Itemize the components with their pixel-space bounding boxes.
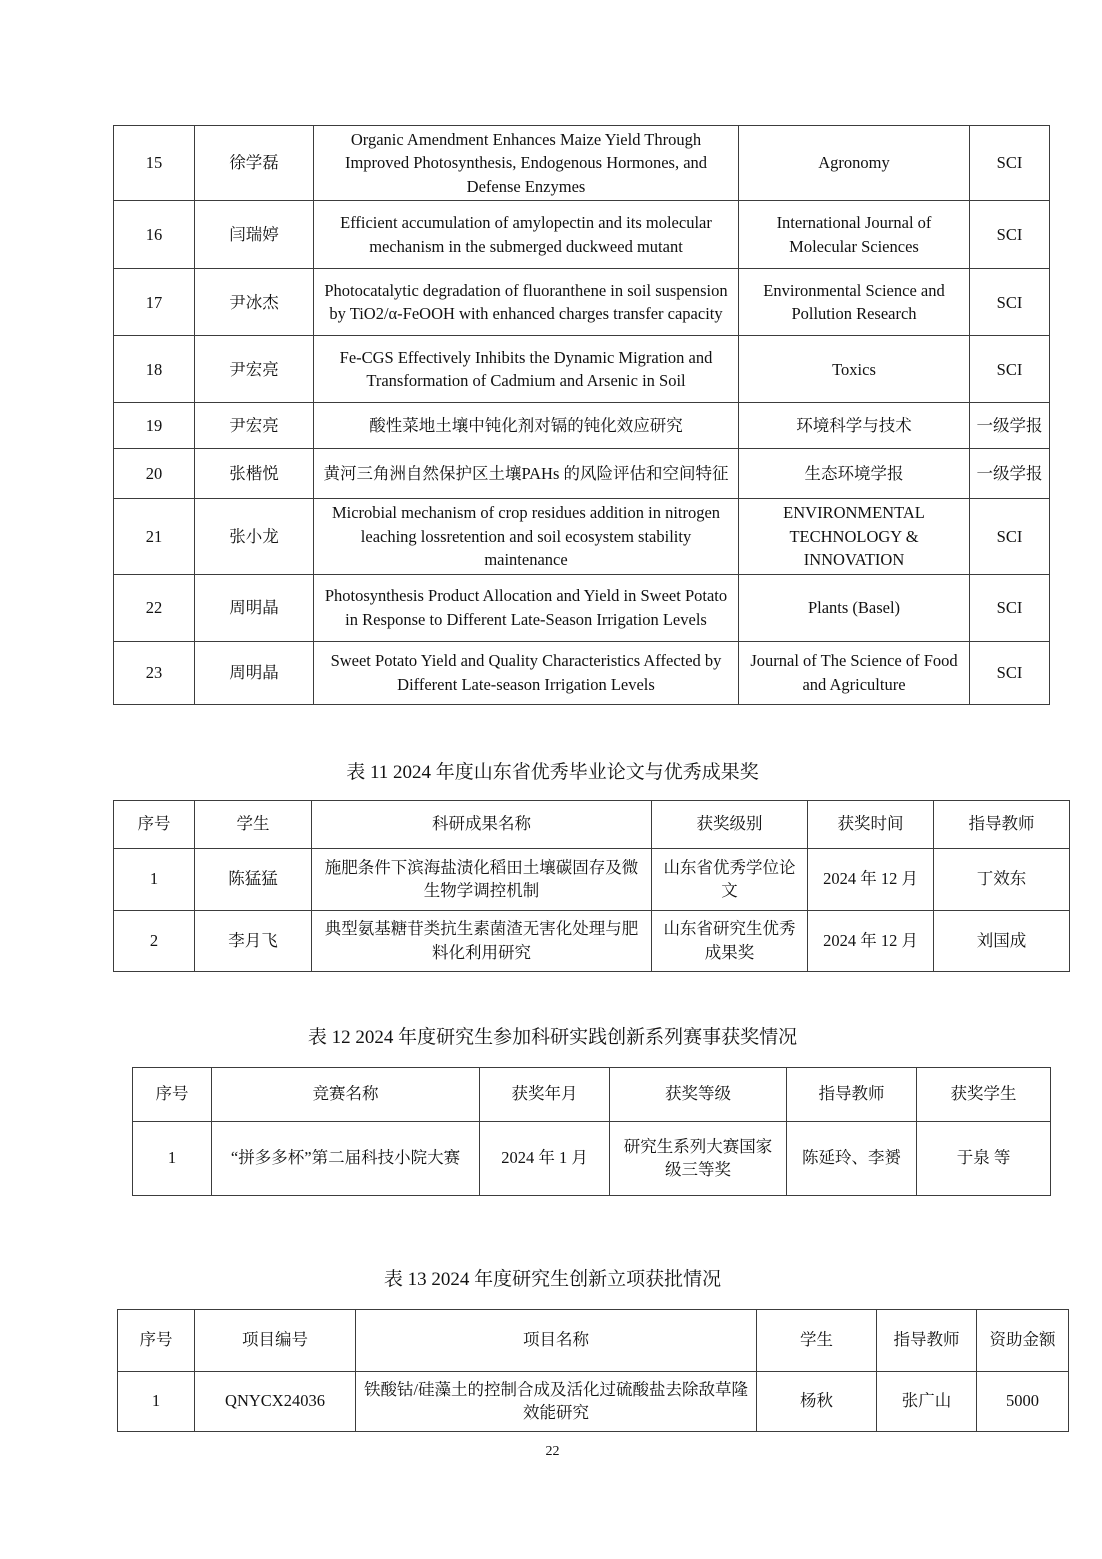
table-cell: Photosynthesis Product Allocation and Yield in Sweet Potato in Response to Different Late-Season Irrigation Levels xyxy=(314,574,739,641)
publications-table-continued xyxy=(113,125,1050,705)
table-11-awards xyxy=(113,800,1070,972)
table-cell: 15 xyxy=(114,126,195,201)
table-cell: 陈猛猛 xyxy=(195,848,312,910)
table-cell: 2 xyxy=(114,910,195,971)
table-cell: 19 xyxy=(114,403,195,449)
table-cell: 2024 年 12 月 xyxy=(808,848,934,910)
table-cell: 18 xyxy=(114,336,195,403)
table-cell: 张广山 xyxy=(877,1371,977,1431)
header-cell: 资助金额 xyxy=(977,1309,1069,1371)
table-cell: “拼多多杯”第二届科技小院大赛 xyxy=(212,1121,480,1195)
header-cell: 获奖时间 xyxy=(808,800,934,848)
table-cell: 5000 xyxy=(977,1371,1069,1431)
header-cell: 获奖年月 xyxy=(480,1067,610,1121)
table-cell: 生态环境学报 xyxy=(739,449,970,499)
table-cell: Organic Amendment Enhances Maize Yield Through Improved Photosynthesis, Endogenous Hormones, and Defense Enzymes xyxy=(314,126,739,201)
table-row xyxy=(114,336,1050,403)
table-cell: 一级学报 xyxy=(970,449,1050,499)
table-cell: International Journal of Molecular Sciences xyxy=(739,201,970,269)
header-cell: 项目名称 xyxy=(356,1309,757,1371)
table-row xyxy=(114,449,1050,499)
header-cell: 指导教师 xyxy=(877,1309,977,1371)
table-cell: 徐学磊 xyxy=(195,126,314,201)
table-cell: 陈延玲、李赟 xyxy=(787,1121,917,1195)
header-cell: 指导教师 xyxy=(787,1067,917,1121)
table-cell: 铁酸钴/硅藻土的控制合成及活化过硫酸盐去除敌草隆效能研究 xyxy=(356,1371,757,1431)
header-cell: 学生 xyxy=(757,1309,877,1371)
table-cell: SCI xyxy=(970,499,1050,574)
header-cell: 项目编号 xyxy=(195,1309,356,1371)
table-cell: 周明晶 xyxy=(195,641,314,704)
table-cell: 尹宏亮 xyxy=(195,403,314,449)
header-cell: 序号 xyxy=(114,800,195,848)
table-cell: 21 xyxy=(114,499,195,574)
table-row xyxy=(114,126,1050,201)
document-page xyxy=(113,0,1056,1460)
table-cell: 李月飞 xyxy=(195,910,312,971)
header-row xyxy=(133,1067,1051,1121)
table-12-competitions xyxy=(132,1067,1051,1196)
table-cell: 研究生系列大赛国家级三等奖 xyxy=(610,1121,787,1195)
table-cell: 17 xyxy=(114,269,195,336)
header-row xyxy=(118,1309,1069,1371)
header-cell: 序号 xyxy=(118,1309,195,1371)
table-cell: 丁效东 xyxy=(934,848,1070,910)
header-cell: 科研成果名称 xyxy=(312,800,652,848)
table-cell: 尹宏亮 xyxy=(195,336,314,403)
table-cell: 1 xyxy=(133,1121,212,1195)
table-row xyxy=(114,201,1050,269)
table-row xyxy=(133,1121,1051,1195)
table-cell: SCI xyxy=(970,269,1050,336)
table-cell: Toxics xyxy=(739,336,970,403)
table-cell: SCI xyxy=(970,574,1050,641)
table-cell: SCI xyxy=(970,126,1050,201)
table-12-title: 表 12 2024 年度研究生参加科研实践创新系列赛事获奖情况 xyxy=(307,1026,798,1048)
table-cell: 山东省优秀学位论文 xyxy=(652,848,808,910)
header-cell: 序号 xyxy=(133,1067,212,1121)
table-cell: 环境科学与技术 xyxy=(739,403,970,449)
table-cell: 典型氨基糖苷类抗生素菌渣无害化处理与肥料化利用研究 xyxy=(312,910,652,971)
table-13-projects xyxy=(117,1309,1069,1432)
page-number: 22 xyxy=(545,1443,560,1459)
header-cell: 竞赛名称 xyxy=(212,1067,480,1121)
table-11-title: 表 11 2024 年度山东省优秀毕业论文与优秀成果奖 xyxy=(346,761,759,783)
header-cell: 获奖级别 xyxy=(652,800,808,848)
table-cell: 施肥条件下滨海盐渍化稻田土壤碳固存及微生物学调控机制 xyxy=(312,848,652,910)
table-cell: 杨秋 xyxy=(757,1371,877,1431)
table-cell: ENVIRONMENTAL TECHNOLOGY & INNOVATION xyxy=(739,499,970,574)
table-cell: 于泉 等 xyxy=(917,1121,1051,1195)
table-row xyxy=(114,910,1070,971)
table-cell: 1 xyxy=(118,1371,195,1431)
header-cell: 指导教师 xyxy=(934,800,1070,848)
table-cell: Plants (Basel) xyxy=(739,574,970,641)
table-row xyxy=(114,574,1050,641)
header-cell: 获奖等级 xyxy=(610,1067,787,1121)
table-cell: SCI xyxy=(970,201,1050,269)
table-cell: 张小龙 xyxy=(195,499,314,574)
table-cell: 酸性菜地土壤中钝化剂对镉的钝化效应研究 xyxy=(314,403,739,449)
table-cell: 刘国成 xyxy=(934,910,1070,971)
table-cell: Environmental Science and Pollution Research xyxy=(739,269,970,336)
table-cell: 黄河三角洲自然保护区土壤PAHs 的风险评估和空间特征 xyxy=(314,449,739,499)
table-cell: 2024 年 12 月 xyxy=(808,910,934,971)
table-cell: SCI xyxy=(970,336,1050,403)
table-row xyxy=(114,403,1050,449)
table-cell: 一级学报 xyxy=(970,403,1050,449)
table-row xyxy=(114,848,1070,910)
table-cell: Microbial mechanism of crop residues addition in nitrogen leaching lossretention and soil ecosystem stability maintenance xyxy=(314,499,739,574)
table-cell: 16 xyxy=(114,201,195,269)
table-cell: SCI xyxy=(970,641,1050,704)
table-cell: Journal of The Science of Food and Agriculture xyxy=(739,641,970,704)
table-cell: Agronomy xyxy=(739,126,970,201)
table-cell: Photocatalytic degradation of fluoranthene in soil suspension by TiO2/α-FeOOH with enhanced charges transfer capacity xyxy=(314,269,739,336)
table-cell: 20 xyxy=(114,449,195,499)
table-cell: 尹冰杰 xyxy=(195,269,314,336)
table-row xyxy=(114,641,1050,704)
table-row xyxy=(118,1371,1069,1431)
table-row xyxy=(114,499,1050,574)
table-13-title: 表 13 2024 年度研究生创新立项获批情况 xyxy=(383,1268,722,1290)
table-cell: 山东省研究生优秀成果奖 xyxy=(652,910,808,971)
table-cell: 2024 年 1 月 xyxy=(480,1121,610,1195)
table-cell: 23 xyxy=(114,641,195,704)
table-cell: 1 xyxy=(114,848,195,910)
table-cell: 张楷悦 xyxy=(195,449,314,499)
table-cell: 周明晶 xyxy=(195,574,314,641)
table-cell: 22 xyxy=(114,574,195,641)
header-cell: 获奖学生 xyxy=(917,1067,1051,1121)
table-cell: Fe-CGS Effectively Inhibits the Dynamic Migration and Transformation of Cadmium and Arsenic in Soil xyxy=(314,336,739,403)
table-row xyxy=(114,269,1050,336)
table-cell: QNYCX24036 xyxy=(195,1371,356,1431)
header-cell: 学生 xyxy=(195,800,312,848)
table-cell: Efficient accumulation of amylopectin and its molecular mechanism in the submerged duckweed mutant xyxy=(314,201,739,269)
header-row xyxy=(114,800,1070,848)
table-cell: 闫瑞婷 xyxy=(195,201,314,269)
table-cell: Sweet Potato Yield and Quality Characteristics Affected by Different Late-season Irrigation Levels xyxy=(314,641,739,704)
